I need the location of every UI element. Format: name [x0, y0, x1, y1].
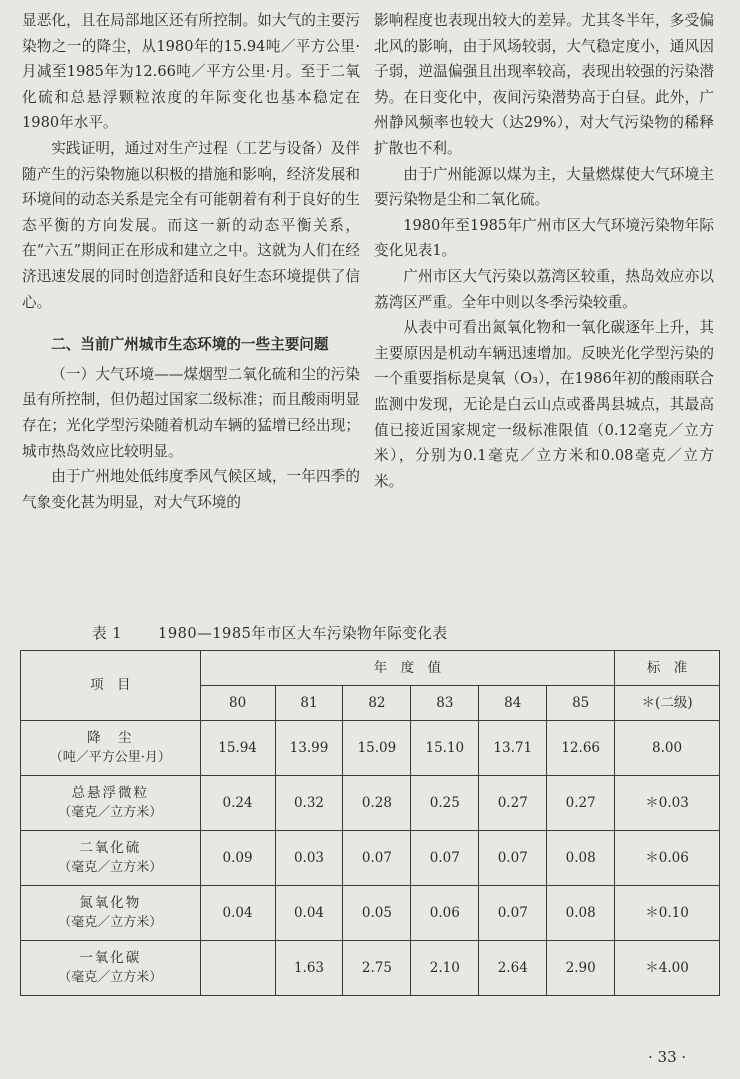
item-name: 氮氧化物: [79, 895, 142, 911]
standard-grade-cell: ＊(二级): [615, 686, 720, 721]
item-name: 一氧化碳: [79, 950, 142, 966]
item-name: 降 尘: [87, 730, 134, 746]
paragraph: 广州市区大气污染以荔湾区较重，热岛效应亦以荔湾区严重。全年中则以冬季污染较重。: [374, 267, 714, 311]
value-cell: 0.24: [200, 776, 275, 831]
header-standard: 标 准: [615, 651, 720, 686]
value-cell: 0.07: [479, 831, 547, 886]
value-cell: 0.08: [547, 886, 615, 941]
item-unit: （吨／平方公里·月）: [49, 750, 171, 765]
table-row: [21, 721, 720, 776]
paragraph: 由于广州地处低纬度季风气候区域，一年四季的气象变化甚为明显，对大气环境的: [22, 468, 360, 511]
item-cell: [21, 776, 201, 831]
value-cell: 2.90: [547, 941, 615, 996]
item-name: 总悬浮微粒: [71, 785, 150, 801]
value-cell: 0.04: [200, 886, 275, 941]
item-cell: [21, 831, 201, 886]
year-cell: 81: [275, 686, 343, 721]
right-text-column: [374, 8, 714, 494]
standard-cell: ＊0.10: [615, 886, 720, 941]
table-row: [21, 776, 720, 831]
paragraph: 显恶化，且在局部地区还有所控制。如大气的主要污染物之一的降尘，从1980年的15.94吨／平方公里·月减至1985年为12.66吨／平方公里·月。至于二氧化硫和总悬浮颗粒浓度的年际变化也基本稳定在1980年水平。: [22, 12, 360, 132]
header-annual-values: 年 度 值: [200, 651, 615, 686]
value-cell: 0.03: [275, 831, 343, 886]
year-cell: 84: [479, 686, 547, 721]
value-cell: 0.06: [411, 886, 479, 941]
table-caption-number: 表 1: [92, 625, 123, 642]
standard-cell: ＊0.06: [615, 831, 720, 886]
table-row: [21, 886, 720, 941]
paragraph: 实践证明，通过对生产过程（工艺与设备）及伴随产生的污染物施以积极的措施和影响，经济发展和环境间的动态关系是完全有可能朝着有利于良好的生态平衡的方向发展。而这一新的动态平衡关系，在“六五”期间正在形成和建立之中。这就为人们在经济迅速发展的同时创造舒适和良好生态环境提供了信心。: [22, 139, 360, 311]
value-cell: 0.28: [343, 776, 411, 831]
value-cell: 0.04: [275, 886, 343, 941]
year-cell: 83: [411, 686, 479, 721]
table-caption-title: 1980—1985年市区大车污染物年际变化表: [158, 625, 448, 642]
year-cell: 85: [547, 686, 615, 721]
paragraph: 从表中可看出氮氧化物和一氧化碳逐年上升，其主要原因是机动车辆迅速增加。反映光化学型污染的一个重要指标是臭氧（O₃），在1986年初的酸雨联合监测中发现，无论是白云山点或番禺县城点，其最高值已接近国家规定一级标准限值（0.12毫克／立方米），分别为0.1毫克／立方米和0.08毫克／立方米。: [374, 319, 714, 490]
value-cell: 13.71: [479, 721, 547, 776]
table-caption: [92, 622, 448, 643]
value-cell: 1.63: [275, 941, 343, 996]
value-cell: 0.05: [343, 886, 411, 941]
item-unit: （毫克／立方米）: [58, 915, 163, 930]
value-cell: [200, 941, 275, 996]
item-cell: [21, 721, 201, 776]
left-text-column: [22, 8, 360, 515]
value-cell: 12.66: [547, 721, 615, 776]
pollutant-table: [20, 650, 720, 996]
value-cell: 15.10: [411, 721, 479, 776]
item-name: 二氧化硫: [79, 840, 142, 856]
value-cell: 0.25: [411, 776, 479, 831]
value-cell: 0.07: [343, 831, 411, 886]
item-unit: （毫克／立方米）: [58, 860, 163, 875]
standard-cell: 8.00: [615, 721, 720, 776]
paragraph: 1980年至1985年广州市区大气环境污染物年际变化见表1。: [374, 216, 714, 260]
table-row: [21, 941, 720, 996]
page-number: · 33 ·: [648, 1048, 687, 1066]
item-unit: （毫克／立方米）: [58, 970, 163, 985]
value-cell: 13.99: [275, 721, 343, 776]
paragraph: 由于广州能源以煤为主，大量燃煤使大气环境主要污染物是尘和二氧化硫。: [374, 165, 714, 209]
item-cell: [21, 886, 201, 941]
value-cell: 0.07: [411, 831, 479, 886]
paragraph-gap: [22, 315, 360, 326]
value-cell: 2.75: [343, 941, 411, 996]
value-cell: 0.07: [479, 886, 547, 941]
section-heading: 二、当前广州城市生态环境的一些主要问题: [51, 336, 329, 354]
value-cell: 0.27: [547, 776, 615, 831]
value-cell: 0.08: [547, 831, 615, 886]
value-cell: 0.09: [200, 831, 275, 886]
value-cell: 0.27: [479, 776, 547, 831]
table-row: [21, 831, 720, 886]
value-cell: 15.09: [343, 721, 411, 776]
value-cell: 0.32: [275, 776, 343, 831]
paragraph: 影响程度也表现出较大的差异。尤其冬半年，多受偏北风的影响，由于风场较弱，大气稳定度小，通风因子弱，逆温偏强且出现率较高，表现出较强的污染潜势。在日变化中，夜间污染潜势高于白昼。此外，广州静风频率也较大（达29%），对大气污染物的稀释扩散也不利。: [374, 12, 714, 157]
value-cell: 2.10: [411, 941, 479, 996]
standard-cell: ＊0.03: [615, 776, 720, 831]
item-cell: [21, 941, 201, 996]
value-cell: 2.64: [479, 941, 547, 996]
standard-cell: ＊4.00: [615, 941, 720, 996]
year-cell: 82: [343, 686, 411, 721]
paragraph: （一）大气环境——煤烟型二氧化硫和尘的污染虽有所控制，但仍超过国家二级标准；而且酸雨明显存在；光化学型污染随着机动车辆的猛增已经出现；城市热岛效应比较明显。: [22, 365, 360, 460]
item-unit: （毫克／立方米）: [58, 805, 163, 820]
value-cell: 15.94: [200, 721, 275, 776]
table-header-row: [21, 651, 720, 686]
header-item: 项 目: [21, 651, 201, 721]
year-cell: 80: [200, 686, 275, 721]
